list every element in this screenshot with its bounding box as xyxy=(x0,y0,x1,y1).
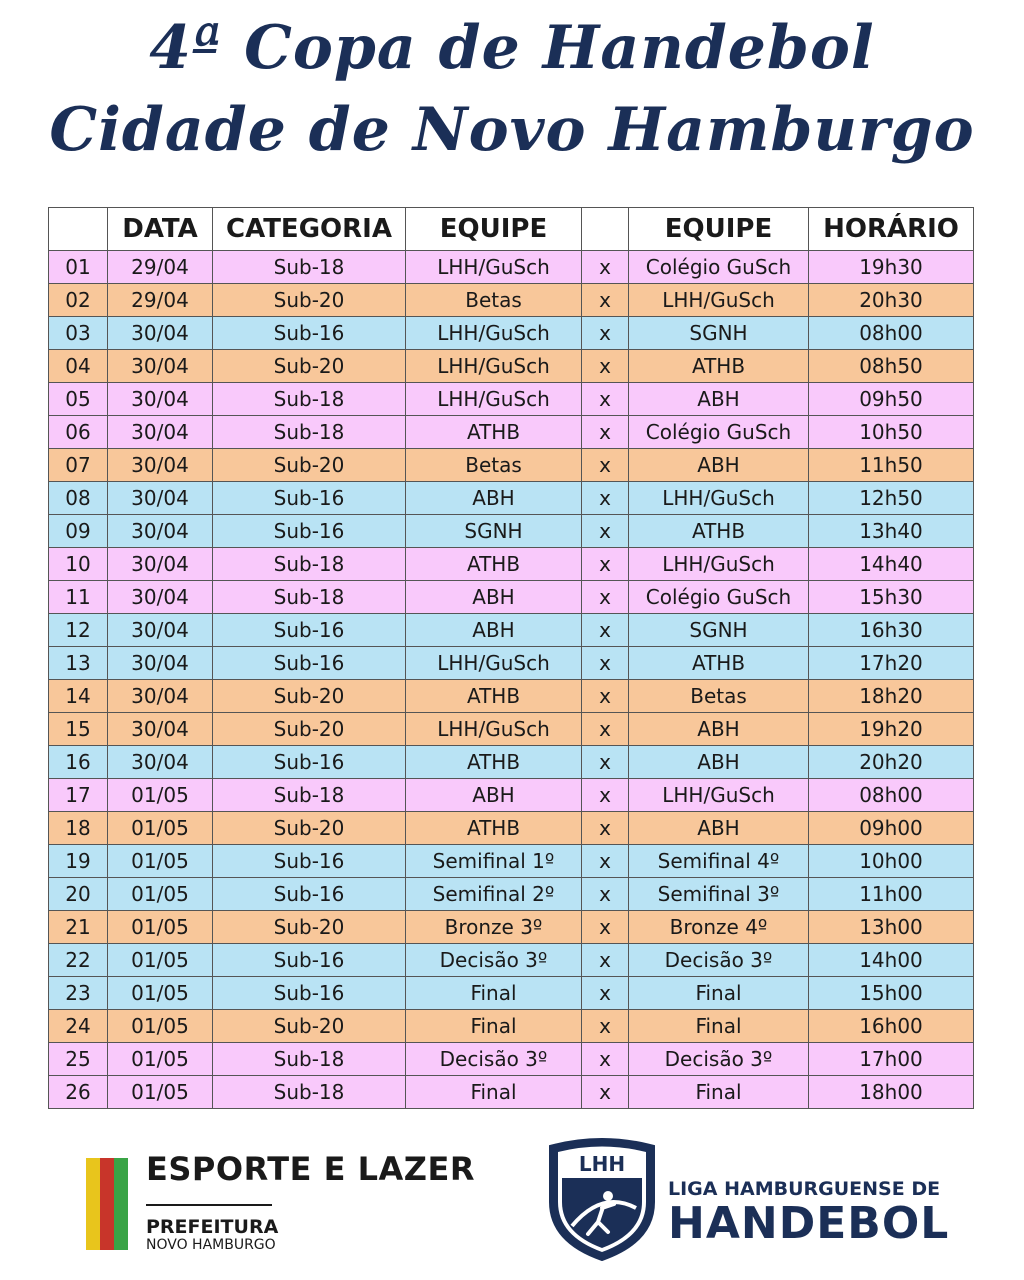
team-home: LHH/GuSch xyxy=(406,647,582,680)
match-time: 11h00 xyxy=(809,878,974,911)
team-away: Final xyxy=(629,977,809,1010)
table-row xyxy=(49,251,974,284)
team-away: ATHB xyxy=(629,350,809,383)
match-date: 01/05 xyxy=(108,1076,213,1109)
match-time: 08h00 xyxy=(809,779,974,812)
team-away: LHH/GuSch xyxy=(629,482,809,515)
match-date: 30/04 xyxy=(108,680,213,713)
poster-title-line1: 4ª Copa de Handebol xyxy=(149,13,875,83)
team-home: ATHB xyxy=(406,680,582,713)
team-away: Final xyxy=(629,1076,809,1109)
match-number: 09 xyxy=(49,515,108,548)
versus-mark: x xyxy=(582,845,629,878)
match-date: 30/04 xyxy=(108,317,213,350)
table-row xyxy=(49,350,974,383)
match-number: 02 xyxy=(49,284,108,317)
team-away: Colégio GuSch xyxy=(629,251,809,284)
team-home: LHH/GuSch xyxy=(406,713,582,746)
match-number: 08 xyxy=(49,482,108,515)
team-home: LHH/GuSch xyxy=(406,317,582,350)
team-away: Bronze 4º xyxy=(629,911,809,944)
match-date: 29/04 xyxy=(108,251,213,284)
match-time: 14h00 xyxy=(809,944,974,977)
table-row xyxy=(49,482,974,515)
match-time: 19h30 xyxy=(809,251,974,284)
match-number: 04 xyxy=(49,350,108,383)
match-date: 01/05 xyxy=(108,845,213,878)
match-number: 24 xyxy=(49,1010,108,1043)
match-number: 16 xyxy=(49,746,108,779)
team-home: ATHB xyxy=(406,416,582,449)
team-home: Final xyxy=(406,977,582,1010)
match-date: 30/04 xyxy=(108,350,213,383)
team-away: Betas xyxy=(629,680,809,713)
match-category: Sub-20 xyxy=(213,812,406,845)
match-date: 01/05 xyxy=(108,779,213,812)
header-date: DATA xyxy=(108,208,213,251)
team-home: Betas xyxy=(406,284,582,317)
match-category: Sub-20 xyxy=(213,350,406,383)
match-time: 17h20 xyxy=(809,647,974,680)
match-time: 14h40 xyxy=(809,548,974,581)
team-away: ATHB xyxy=(629,515,809,548)
table-row xyxy=(49,1043,974,1076)
team-away: LHH/GuSch xyxy=(629,779,809,812)
header-team-away: EQUIPE xyxy=(629,208,809,251)
match-category: Sub-16 xyxy=(213,944,406,977)
versus-mark: x xyxy=(582,944,629,977)
match-number: 06 xyxy=(49,416,108,449)
match-date: 30/04 xyxy=(108,647,213,680)
flag-stripe-red xyxy=(100,1158,114,1250)
versus-mark: x xyxy=(582,251,629,284)
match-time: 09h50 xyxy=(809,383,974,416)
esporte-lazer-title: ESPORTE E LAZER xyxy=(146,1150,475,1188)
match-category: Sub-16 xyxy=(213,317,406,350)
team-home: ABH xyxy=(406,581,582,614)
flag-stripe-yellow xyxy=(86,1158,100,1250)
match-date: 30/04 xyxy=(108,614,213,647)
team-home: Semifinal 2º xyxy=(406,878,582,911)
team-away: ABH xyxy=(629,383,809,416)
team-away: LHH/GuSch xyxy=(629,548,809,581)
match-time: 16h30 xyxy=(809,614,974,647)
table-row xyxy=(49,581,974,614)
team-away: LHH/GuSch xyxy=(629,284,809,317)
table-row xyxy=(49,416,974,449)
versus-mark: x xyxy=(582,746,629,779)
match-category: Sub-18 xyxy=(213,581,406,614)
table-row xyxy=(49,1076,974,1109)
versus-mark: x xyxy=(582,680,629,713)
versus-mark: x xyxy=(582,647,629,680)
match-time: 19h20 xyxy=(809,713,974,746)
match-category: Sub-18 xyxy=(213,779,406,812)
table-row xyxy=(49,614,974,647)
match-date: 30/04 xyxy=(108,581,213,614)
match-date: 30/04 xyxy=(108,515,213,548)
match-date: 30/04 xyxy=(108,416,213,449)
match-number: 26 xyxy=(49,1076,108,1109)
match-time: 08h50 xyxy=(809,350,974,383)
versus-mark: x xyxy=(582,581,629,614)
table-row xyxy=(49,911,974,944)
team-home: ABH xyxy=(406,779,582,812)
team-away: ATHB xyxy=(629,647,809,680)
versus-mark: x xyxy=(582,977,629,1010)
match-category: Sub-20 xyxy=(213,449,406,482)
versus-mark: x xyxy=(582,317,629,350)
match-category: Sub-16 xyxy=(213,647,406,680)
versus-mark: x xyxy=(582,515,629,548)
match-date: 30/04 xyxy=(108,746,213,779)
match-number: 25 xyxy=(49,1043,108,1076)
versus-mark: x xyxy=(582,449,629,482)
lhh-logo-text: LHH xyxy=(578,1152,626,1176)
team-home: ATHB xyxy=(406,812,582,845)
match-date: 30/04 xyxy=(108,449,213,482)
match-date: 01/05 xyxy=(108,977,213,1010)
match-category: Sub-16 xyxy=(213,878,406,911)
team-away: Semifinal 3º xyxy=(629,878,809,911)
versus-mark: x xyxy=(582,416,629,449)
team-home: ABH xyxy=(406,482,582,515)
match-number: 13 xyxy=(49,647,108,680)
team-home: LHH/GuSch xyxy=(406,251,582,284)
header-number xyxy=(49,208,108,251)
table-row xyxy=(49,812,974,845)
team-away: ABH xyxy=(629,449,809,482)
team-home: ATHB xyxy=(406,746,582,779)
versus-mark: x xyxy=(582,911,629,944)
versus-mark: x xyxy=(582,482,629,515)
match-date: 30/04 xyxy=(108,383,213,416)
match-date: 30/04 xyxy=(108,482,213,515)
liga-label: LIGA HAMBURGUENSE DE xyxy=(668,1178,941,1200)
table-row xyxy=(49,779,974,812)
team-home: Decisão 3º xyxy=(406,1043,582,1076)
team-home: Semifinal 1º xyxy=(406,845,582,878)
versus-mark: x xyxy=(582,614,629,647)
team-away: ABH xyxy=(629,713,809,746)
match-time: 10h00 xyxy=(809,845,974,878)
match-time: 15h00 xyxy=(809,977,974,1010)
match-time: 09h00 xyxy=(809,812,974,845)
header-category: CATEGORIA xyxy=(213,208,406,251)
match-category: Sub-20 xyxy=(213,1010,406,1043)
match-number: 05 xyxy=(49,383,108,416)
match-category: Sub-20 xyxy=(213,680,406,713)
match-date: 01/05 xyxy=(108,812,213,845)
poster-title-line2: Cidade de Novo Hamburgo xyxy=(49,95,975,165)
match-number: 21 xyxy=(49,911,108,944)
versus-mark: x xyxy=(582,1043,629,1076)
team-away: ABH xyxy=(629,812,809,845)
match-number: 17 xyxy=(49,779,108,812)
table-row xyxy=(49,680,974,713)
team-home: Betas xyxy=(406,449,582,482)
match-time: 20h20 xyxy=(809,746,974,779)
match-date: 01/05 xyxy=(108,878,213,911)
versus-mark: x xyxy=(582,713,629,746)
table-row xyxy=(49,977,974,1010)
table-row xyxy=(49,845,974,878)
match-time: 17h00 xyxy=(809,1043,974,1076)
match-number: 07 xyxy=(49,449,108,482)
team-away: SGNH xyxy=(629,614,809,647)
match-time: 18h20 xyxy=(809,680,974,713)
prefeitura-label: PREFEITURA xyxy=(146,1216,279,1238)
match-date: 30/04 xyxy=(108,713,213,746)
match-category: Sub-16 xyxy=(213,746,406,779)
match-category: Sub-18 xyxy=(213,251,406,284)
versus-mark: x xyxy=(582,350,629,383)
schedule-table xyxy=(48,207,974,1109)
team-away: Decisão 3º xyxy=(629,944,809,977)
versus-mark: x xyxy=(582,383,629,416)
team-home: Decisão 3º xyxy=(406,944,582,977)
team-home: ATHB xyxy=(406,548,582,581)
match-number: 19 xyxy=(49,845,108,878)
table-header-row xyxy=(49,208,974,251)
table-row xyxy=(49,746,974,779)
match-category: Sub-16 xyxy=(213,977,406,1010)
match-category: Sub-16 xyxy=(213,515,406,548)
esporte-lazer-logo xyxy=(86,1150,506,1260)
match-category: Sub-18 xyxy=(213,383,406,416)
match-category: Sub-16 xyxy=(213,482,406,515)
match-date: 29/04 xyxy=(108,284,213,317)
match-category: Sub-18 xyxy=(213,1076,406,1109)
team-away: Decisão 3º xyxy=(629,1043,809,1076)
match-time: 15h30 xyxy=(809,581,974,614)
table-row xyxy=(49,878,974,911)
match-category: Sub-20 xyxy=(213,911,406,944)
team-home: ABH xyxy=(406,614,582,647)
table-row xyxy=(49,713,974,746)
novo-hamburgo-label: NOVO HAMBURGO xyxy=(146,1237,276,1253)
team-home: SGNH xyxy=(406,515,582,548)
lhh-shield-logo xyxy=(544,1138,660,1264)
match-date: 01/05 xyxy=(108,1043,213,1076)
match-date: 01/05 xyxy=(108,1010,213,1043)
match-time: 10h50 xyxy=(809,416,974,449)
match-category: Sub-18 xyxy=(213,1043,406,1076)
match-number: 15 xyxy=(49,713,108,746)
table-row xyxy=(49,284,974,317)
match-number: 14 xyxy=(49,680,108,713)
table-row xyxy=(49,383,974,416)
match-number: 01 xyxy=(49,251,108,284)
table-row xyxy=(49,548,974,581)
divider xyxy=(146,1204,272,1206)
team-away: Colégio GuSch xyxy=(629,416,809,449)
team-away: Semifinal 4º xyxy=(629,845,809,878)
match-date: 01/05 xyxy=(108,911,213,944)
match-category: Sub-18 xyxy=(213,548,406,581)
table-row xyxy=(49,1010,974,1043)
versus-mark: x xyxy=(582,779,629,812)
match-time: 11h50 xyxy=(809,449,974,482)
team-home: Final xyxy=(406,1010,582,1043)
match-time: 13h00 xyxy=(809,911,974,944)
flag-stripes xyxy=(86,1158,128,1250)
table-row xyxy=(49,449,974,482)
match-time: 13h40 xyxy=(809,515,974,548)
table-row xyxy=(49,515,974,548)
team-home: LHH/GuSch xyxy=(406,383,582,416)
versus-mark: x xyxy=(582,812,629,845)
versus-mark: x xyxy=(582,878,629,911)
match-category: Sub-16 xyxy=(213,614,406,647)
header-team-home: EQUIPE xyxy=(406,208,582,251)
team-home: Final xyxy=(406,1076,582,1109)
match-number: 03 xyxy=(49,317,108,350)
match-number: 18 xyxy=(49,812,108,845)
flag-stripe-green xyxy=(114,1158,128,1250)
match-time: 18h00 xyxy=(809,1076,974,1109)
match-number: 20 xyxy=(49,878,108,911)
match-category: Sub-18 xyxy=(213,416,406,449)
header-versus xyxy=(582,208,629,251)
match-number: 12 xyxy=(49,614,108,647)
match-number: 10 xyxy=(49,548,108,581)
match-time: 08h00 xyxy=(809,317,974,350)
match-date: 01/05 xyxy=(108,944,213,977)
header-time: HORÁRIO xyxy=(809,208,974,251)
match-time: 16h00 xyxy=(809,1010,974,1043)
team-away: Final xyxy=(629,1010,809,1043)
match-category: Sub-20 xyxy=(213,284,406,317)
versus-mark: x xyxy=(582,1010,629,1043)
match-number: 22 xyxy=(49,944,108,977)
versus-mark: x xyxy=(582,548,629,581)
team-home: LHH/GuSch xyxy=(406,350,582,383)
match-time: 12h50 xyxy=(809,482,974,515)
versus-mark: x xyxy=(582,284,629,317)
team-away: ABH xyxy=(629,746,809,779)
table-row xyxy=(49,647,974,680)
versus-mark: x xyxy=(582,1076,629,1109)
match-number: 11 xyxy=(49,581,108,614)
match-date: 30/04 xyxy=(108,548,213,581)
match-time: 20h30 xyxy=(809,284,974,317)
match-number: 23 xyxy=(49,977,108,1010)
match-category: Sub-16 xyxy=(213,845,406,878)
handebol-label: HANDEBOL xyxy=(668,1198,950,1249)
team-away: SGNH xyxy=(629,317,809,350)
table-row xyxy=(49,317,974,350)
team-away: Colégio GuSch xyxy=(629,581,809,614)
match-category: Sub-20 xyxy=(213,713,406,746)
table-row xyxy=(49,944,974,977)
team-home: Bronze 3º xyxy=(406,911,582,944)
